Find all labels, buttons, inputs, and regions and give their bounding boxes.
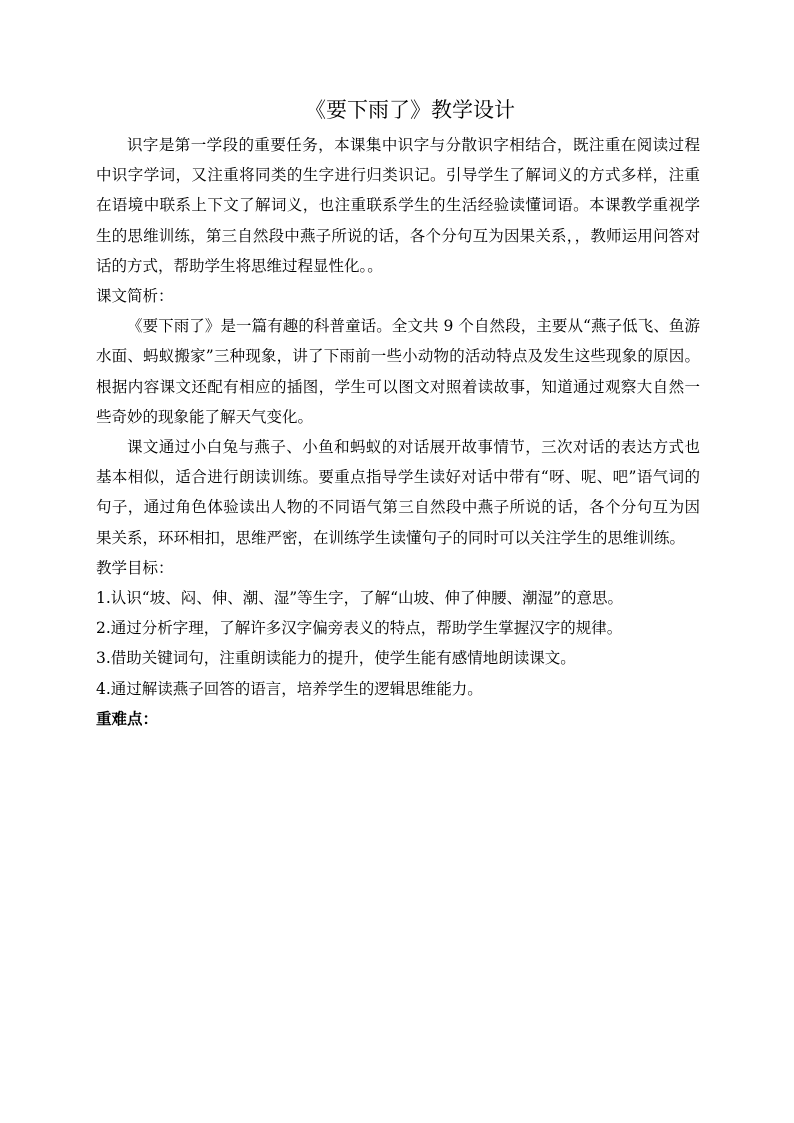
analysis-paragraph-1: 《要下雨了》是一篇有趣的科普童话。全文共 9 个自然段，主要从“燕子低飞、鱼游水面、蚂蚁搬家”三种现象，讲了下雨前一些小动物的活动特点及发生这些现象的原因。根据内容课文还配有相应的插图，学生可以图文对照着读故事，知道通过观察大自然一些奇妙的现象能了解天气变化。 xyxy=(96,317,700,426)
goals-list xyxy=(96,583,700,704)
goal-item-4: 4.通过解读燕子回答的语言，培养学生的逻辑思维能力。 xyxy=(96,679,483,698)
analysis-heading: 课文简析： xyxy=(96,287,174,306)
goals-heading: 教学目标： xyxy=(96,558,174,577)
goal-item-1: 1.认识“坡、闷、伸、潮、湿”等生字，了解“山坡、伸了伸腰、潮湿”的意思。 xyxy=(96,589,623,608)
goal-item-2: 2.通过分析字理，了解许多汉字偏旁表义的特点，帮助学生掌握汉字的规律。 xyxy=(96,619,623,638)
intro-paragraph: 识字是第一学段的重要任务，本课集中识字与分散识字相结合，既注重在阅读过程中识字学词，又注重将同类的生字进行归类识记。引导学生了解词义的方式多样，注重在语境中联系上下文了解词义，也注重联系学生的生活经验读懂词语。本课教学重视学生的思维训练，第三自然段中燕子所说的话，各个分句互为因果关系，，教师运用问答对话的方式，帮助学生将思维过程显性化。。 xyxy=(96,136,700,275)
analysis-paragraph-2: 课文通过小白兔与燕子、小鱼和蚂蚁的对话展开故事情节，三次对话的表达方式也基本相似，适合进行朗读训练。要重点指导学生读好对话中带有“呀、呢、吧”语气词的句子，通过角色体验读出人物的不同语气第三自然段中燕子所说的话，各个分句互为因果关系，环环相扣，思维严密，在训练学生读懂句子的同时可以关注学生的思维训练。 xyxy=(96,438,700,547)
key-points-heading: 重难点： xyxy=(96,708,159,728)
document-page xyxy=(96,92,700,734)
goal-item-3: 3.借助关键词句，注重朗读能力的提升，使学生能有感情地朗读课文。 xyxy=(96,649,576,668)
page-title: 《要下雨了》教学设计 xyxy=(305,98,515,122)
